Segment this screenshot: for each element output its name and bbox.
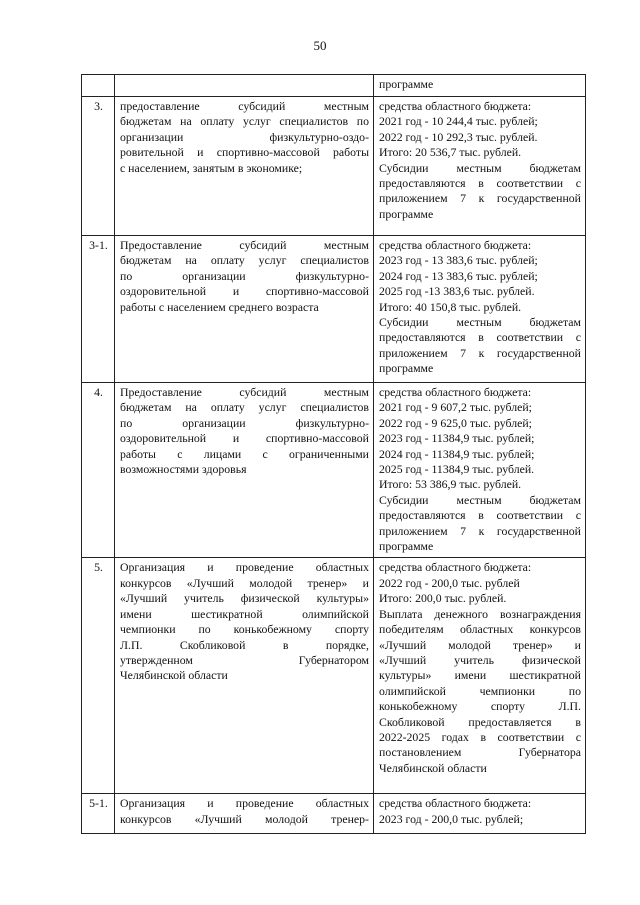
funding-description-line: Скобликовой предоставляется в xyxy=(379,714,581,729)
measure-name-cell xyxy=(115,383,374,558)
funding-description-line: 2022 год - 9 625,0 тыс. рублей; xyxy=(379,415,532,430)
funding-description-line: средства областного бюджета: xyxy=(379,238,532,252)
funding-description-line: средства областного бюджета: xyxy=(379,99,532,113)
table-row xyxy=(82,236,586,383)
funding-description-line: Субсидии местным бюджетам xyxy=(379,315,581,330)
funding-description-cell xyxy=(374,236,586,383)
funding-description-line: предоставляются в соответствии с xyxy=(379,176,581,191)
table-row xyxy=(82,558,586,794)
measure-name-line: организации физкультурно-оздо- xyxy=(120,129,369,144)
measure-number-cell: 4. xyxy=(82,383,115,558)
table-row xyxy=(82,383,586,558)
funding-description-line: 2025 год -13 383,6 тыс. рублей. xyxy=(379,284,535,299)
measure-name-line: Л.П. Скобликовой в порядке, xyxy=(120,637,369,652)
funding-description-line: 2023 год - 11384,9 тыс. рублей; xyxy=(379,431,535,446)
measure-name-line: работы с лицами с ограниченными xyxy=(120,446,369,461)
funding-description-cell xyxy=(374,383,586,558)
measure-name-cell xyxy=(115,236,374,383)
funding-description-line: приложением 7 к государственной xyxy=(379,191,581,206)
funding-description-cell xyxy=(374,794,586,834)
measure-name-line: возможностями здоровья xyxy=(120,462,247,477)
funding-description-line: 2024 год - 13 383,6 тыс. рублей; xyxy=(379,268,538,283)
funding-description-line: постановлением Губернатора xyxy=(379,745,581,760)
funding-description-line: Итого: 200,0 тыс. рублей. xyxy=(379,591,507,606)
measure-name-line: по организации физкультурно- xyxy=(120,268,369,283)
funding-description-line: 2022-2025 годах в соответствии с xyxy=(379,729,581,744)
measure-name-line: с населением, занятым в экономике; xyxy=(120,160,303,175)
table-row xyxy=(82,97,586,236)
funding-description-line: «Лучший учитель физической xyxy=(379,652,581,667)
table-row xyxy=(82,75,586,97)
measure-name-cell xyxy=(115,558,374,794)
table-row xyxy=(82,794,586,834)
funding-description-line: 2023 год - 200,0 тыс. рублей; xyxy=(379,811,524,826)
program-measures-table xyxy=(81,74,586,834)
funding-description-cell xyxy=(374,75,586,97)
measure-name-line: бюджетам на оплату услуг специалистов xyxy=(120,253,369,268)
measure-number-cell: 3. xyxy=(82,97,115,236)
funding-description-line: приложением 7 к государственной xyxy=(379,523,581,538)
funding-description-line: предоставляются в соответствии с xyxy=(379,330,581,345)
funding-description-line: 2021 год - 10 244,4 тыс. рублей; xyxy=(379,114,538,129)
funding-description-line: 2023 год - 13 383,6 тыс. рублей; xyxy=(379,253,538,268)
measure-name-line: Предоставление субсидий местным xyxy=(120,385,369,399)
measure-name-line: Организация и проведение областных xyxy=(120,796,369,811)
funding-description-line: Челябинской области xyxy=(379,760,487,775)
page-number: 50 xyxy=(313,38,327,53)
funding-description-line: Итого: 53 386,9 тыс. рублей. xyxy=(379,477,522,492)
measure-name-line: чемпионки по конькобежному спорту xyxy=(120,622,369,637)
funding-description-line: средства областного бюджета: xyxy=(379,560,532,575)
funding-description-line: конькобежному спорту Л.П. xyxy=(379,699,581,714)
measure-name-line: ровительной и спортивно-массовой работы xyxy=(120,145,369,160)
funding-description-line: приложением 7 к государственной xyxy=(379,345,581,360)
funding-description-line: Субсидии местным бюджетам xyxy=(379,160,581,175)
measure-name-line: бюджетам на оплату услуг специалистов xyxy=(120,400,369,415)
measure-name-line: конкурсов «Лучший молодой тренер» и xyxy=(120,575,369,590)
measure-number-cell xyxy=(82,75,115,97)
funding-description-line: 2024 год - 11384,9 тыс. рублей; xyxy=(379,446,535,461)
measure-name-cell xyxy=(115,75,374,97)
funding-description-line: 2021 год - 9 607,2 тыс. рублей; xyxy=(379,400,532,415)
measure-number-cell: 5. xyxy=(82,558,115,794)
funding-description-line: 2025 год - 11384,9 тыс. рублей. xyxy=(379,462,535,477)
funding-description-line: Итого: 40 150,8 тыс. рублей. xyxy=(379,299,522,314)
funding-description-line: Итого: 20 536,7 тыс. рублей. xyxy=(379,145,522,160)
measure-name-line: работы с населением среднего возраста xyxy=(120,299,319,314)
funding-description-line: олимпийской чемпионки по xyxy=(379,683,581,698)
funding-description-line: программе xyxy=(379,539,434,554)
funding-description-line: победителям областных конкурсов xyxy=(379,622,581,637)
measure-name-line: предоставление субсидий местным xyxy=(120,99,369,113)
measure-number-cell: 3-1. xyxy=(82,236,115,383)
measure-name-line: оздоровительной и спортивно-массовой xyxy=(120,431,369,446)
funding-description-line: Субсидии местным бюджетам xyxy=(379,492,581,507)
funding-description-line: программе xyxy=(379,77,434,91)
funding-description-line: программе xyxy=(379,206,434,221)
funding-description-cell xyxy=(374,558,586,794)
measure-name-line: конкурсов «Лучший молодой тренер- xyxy=(120,811,369,826)
measure-name-line: Предоставление субсидий местным xyxy=(120,238,369,252)
funding-description-line: Выплата денежного вознаграждения xyxy=(379,606,581,621)
measure-name-cell xyxy=(115,97,374,236)
funding-description-line: 2022 год - 10 292,3 тыс. рублей. xyxy=(379,129,538,144)
measure-name-cell xyxy=(115,794,374,834)
funding-description-line: 2022 год - 200,0 тыс. рублей xyxy=(379,575,520,590)
funding-description-cell xyxy=(374,97,586,236)
measure-name-line: утвержденном Губернатором xyxy=(120,652,369,667)
measure-name-line: Организация и проведение областных xyxy=(120,560,369,575)
funding-description-line: культуры» имени шестикратной xyxy=(379,668,581,683)
measure-name-line: «Лучший учитель физической культуры» xyxy=(120,591,369,606)
measure-name-line: по организации физкультурно- xyxy=(120,415,369,430)
measure-name-line: Челябинской области xyxy=(120,668,228,683)
measure-number-cell: 5-1. xyxy=(82,794,115,834)
funding-description-line: средства областного бюджета: xyxy=(379,796,532,811)
measure-name-line: имени шестикратной олимпийской xyxy=(120,606,369,621)
funding-description-line: «Лучший молодой тренер» и xyxy=(379,637,581,652)
funding-description-line: предоставляются в соответствии с xyxy=(379,508,581,523)
measure-name-line: бюджетам на оплату услуг специалистов по xyxy=(120,114,369,129)
measure-name-line: оздоровительной и спортивно-массовой xyxy=(120,284,369,299)
funding-description-line: программе xyxy=(379,361,434,376)
funding-description-line: средства областного бюджета: xyxy=(379,385,532,399)
